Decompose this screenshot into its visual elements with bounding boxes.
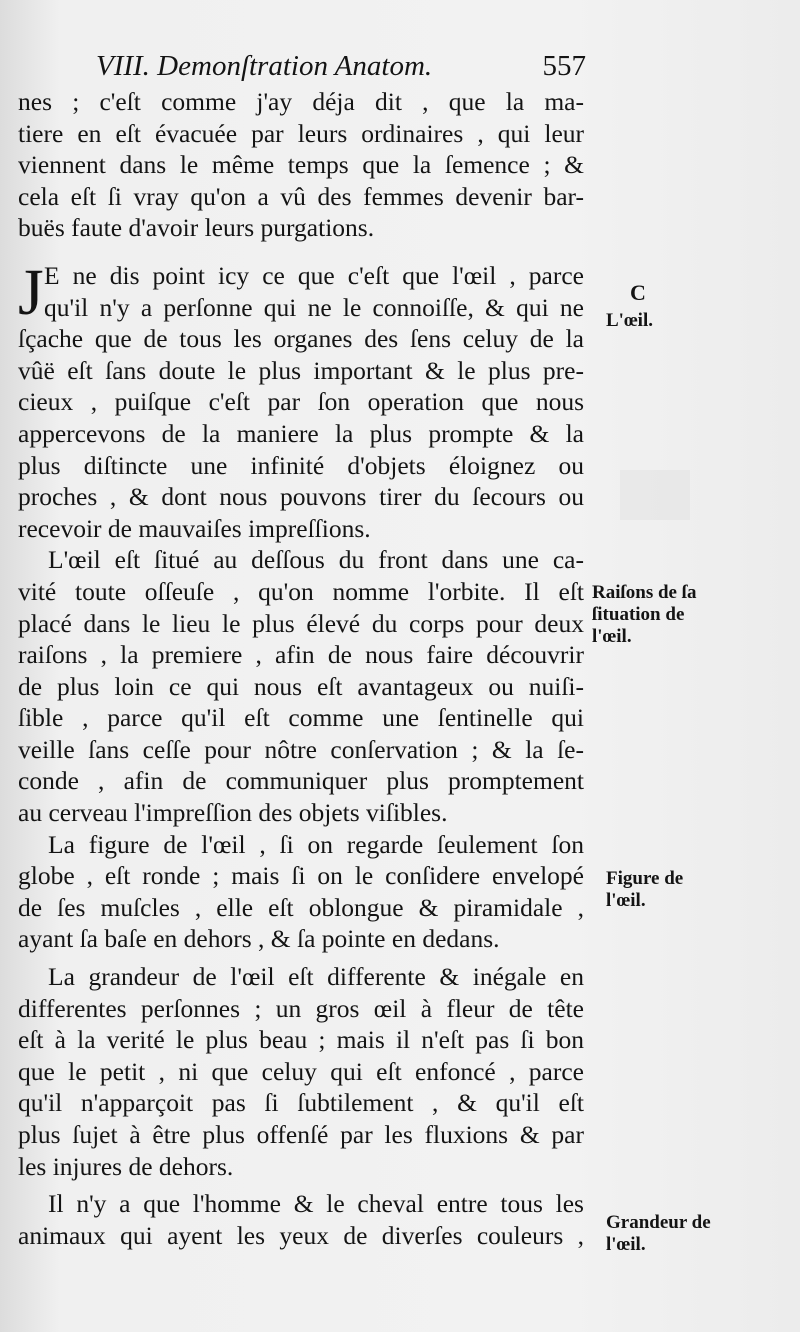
text-line: raiſons , la premiere , afin de nous faire découvrir xyxy=(18,640,584,670)
text-line: que le petit , ni que celuy qui eſt enfoncé , parce xyxy=(18,1056,584,1086)
text-line: L'œil eſt ſitué au deſſous du front dans une ca- xyxy=(48,545,584,575)
text-line: de ſes muſcles , elle eſt oblongue & piramidale , xyxy=(18,892,584,922)
main-text-column xyxy=(18,86,584,1251)
paragraph xyxy=(18,1188,584,1251)
text-line: appercevons de la maniere la plus prompte & la xyxy=(18,418,584,448)
text-line: ayant ſa baſe en dehors , & ſa pointe en dedans. xyxy=(18,924,500,954)
running-title: VIII. Demonſtration Anatom. xyxy=(96,50,433,82)
text-line: globe , eſt ronde ; mais ſi on le conſidere envelopé xyxy=(18,861,584,891)
text-line: differentes perſonnes ; un gros œil à fleur de tête xyxy=(18,993,584,1023)
text-line: nes ; c'eſt comme j'ay déja dit , que la ma- xyxy=(18,87,584,116)
paragraph xyxy=(18,544,584,828)
text-line: viennent dans le même temps que la ſemence ; & xyxy=(18,150,584,180)
margin-note-section-letter: C xyxy=(630,280,646,305)
margin-note-figure: Figure de l'œil. xyxy=(606,868,684,911)
paragraph xyxy=(18,86,584,244)
margin-note-situation: Raiſons de ſa ſituation de l'œil. xyxy=(592,582,697,647)
text-line: ſçache que de tous les organes des ſens celuy de la xyxy=(18,324,584,354)
text-line: au cerveau l'impreſſion des objets viſibles. xyxy=(18,798,448,828)
text-line: qu'il n'y a perſonne qui ne le connoiſſe, & qui ne xyxy=(44,292,584,322)
text-line: plus ſujet à être plus offenſé par les fluxions & par xyxy=(18,1120,584,1149)
text-line: cela eſt ſi vray qu'on a vû des femmes devenir bar- xyxy=(18,181,584,211)
text-line: Il n'y a que l'homme & le cheval entre tous les xyxy=(48,1189,584,1219)
text-line: ſible , parce qu'il eſt comme une ſentinelle qui xyxy=(18,703,584,733)
text-line: E ne dis point icy ce que c'eſt que l'œil , parce xyxy=(44,260,584,290)
text-line: placé dans le lieu le plus élevé du corps pour deux xyxy=(18,608,584,638)
text-line: de plus loin ce qui nous eſt avantageux ou nuiſi- xyxy=(18,671,584,701)
text-line: vûë eſt ſans doute le plus important & le plus pre- xyxy=(18,355,584,385)
text-line: tiere en eſt évacuée par leurs ordinaires , qui leur xyxy=(18,118,584,148)
text-line: vité toute oſſeuſe , qu'on nomme l'orbite. Il eſt xyxy=(18,576,584,606)
text-line: plus diſtincte une infinité d'objets éloignez ou xyxy=(18,450,584,480)
text-line: cieux , puiſque c'eſt par ſon operation que nous xyxy=(18,387,584,417)
paragraph xyxy=(18,829,584,955)
text-line: proches , & dont nous pouvons tirer du ſecours ou xyxy=(18,482,584,512)
margin-note-size: Grandeur de l'œil. xyxy=(606,1212,711,1255)
page-number: 557 xyxy=(542,50,586,82)
running-header xyxy=(96,50,586,90)
margin-notes xyxy=(590,0,790,1332)
margin-note-eye: L'œil. xyxy=(606,310,653,331)
text-line: conde , afin de communiquer plus promptement xyxy=(18,766,584,796)
text-line: La figure de l'œil , ſi on regarde ſeulement ſon xyxy=(48,829,584,859)
text-line: La grandeur de l'œil eſt differente & inégale en xyxy=(48,962,584,992)
text-line: animaux qui ayent les yeux de diverſes couleurs , xyxy=(18,1220,584,1250)
text-line: recevoir de mauvaiſes impreſſions. xyxy=(18,513,371,543)
text-line: qu'il n'apparçoit pas ſi ſubtilement , & qu'il eſt xyxy=(18,1088,584,1118)
text-line: eſt à la verité le plus beau ; mais il n'eſt pas ſi bon xyxy=(18,1025,584,1055)
text-line: les injures de dehors. xyxy=(18,1151,234,1181)
drop-cap: J xyxy=(18,255,44,329)
paragraph xyxy=(18,255,584,544)
text-line: buës faute d'avoir leurs purgations. xyxy=(18,213,375,243)
paragraph xyxy=(18,961,584,1182)
text-line: veille ſans ceſſe pour nôtre conſervation ; & la ſe- xyxy=(18,734,584,764)
